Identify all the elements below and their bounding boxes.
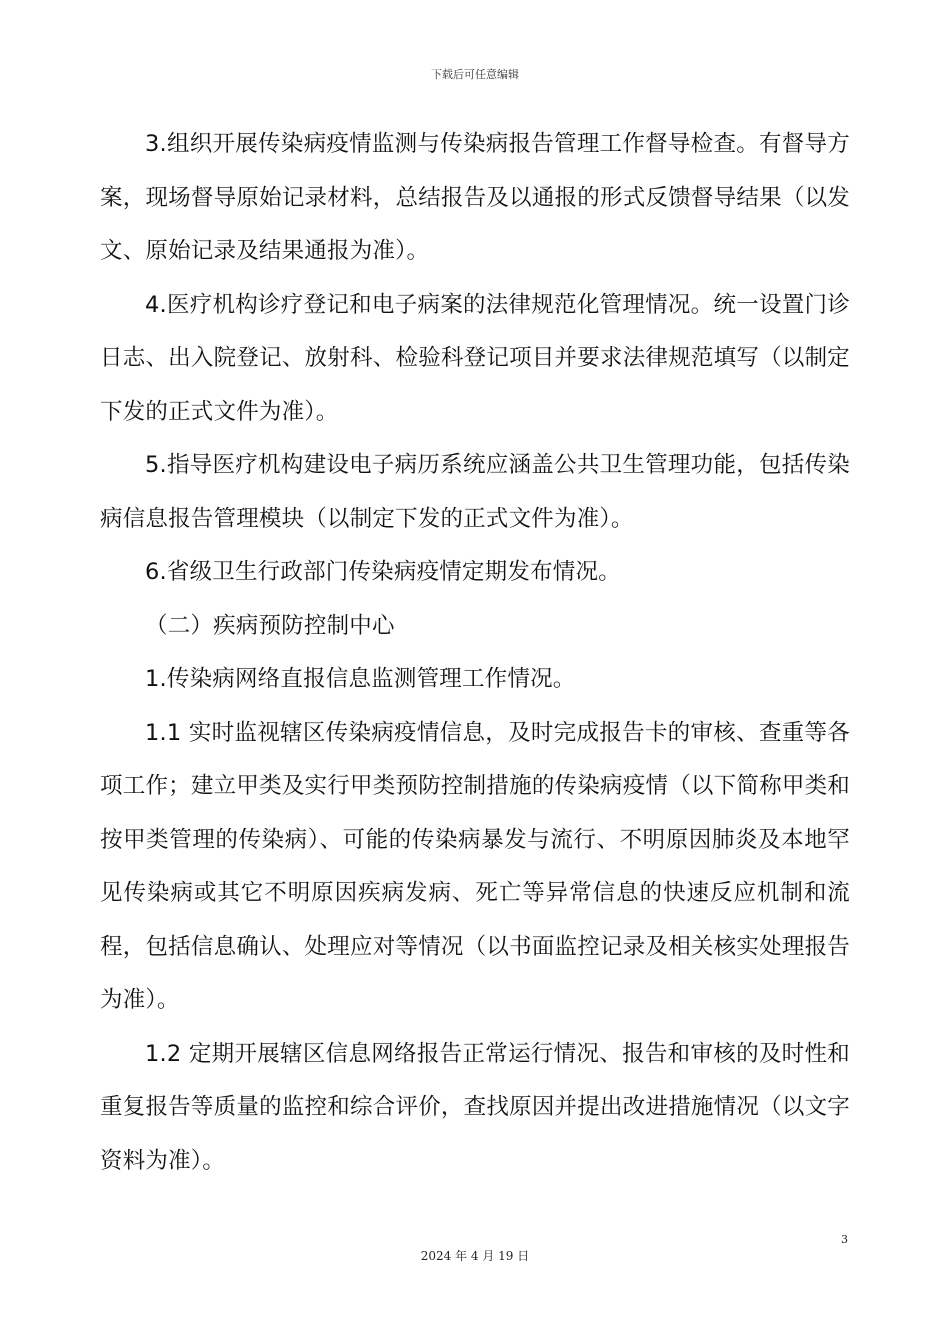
paragraph-4-medical-records: 4.医疗机构诊疗登记和电子病案的法律规范化管理情况。统一设置门诊日志、出入院登记、放射科、检验科登记项目并要求法律规范填写（以制定下发的正式文件为准）。 bbox=[100, 291, 850, 425]
document-body bbox=[100, 118, 850, 1188]
paragraph-1-1-monitoring: 1.1 实时监视辖区传染病疫情信息，及时完成报告卡的审核、查重等各项工作；建立甲类及实行甲类预防控制措施的传染病疫情（以下简称甲类和按甲类管理的传染病）、可能的传染病暴发与流行、不明原因肺炎及本地罕见传染病或其它不明原因疾病发病、死亡等异常信息的快速反应机制和流程，包括信息确认、处理应对等情况（以书面监控记录及相关核实处理报告为准）。 bbox=[100, 719, 850, 1013]
page-number: 3 bbox=[841, 1233, 848, 1246]
paragraph-5-emr-system: 5.指导医疗机构建设电子病历系统应涵盖公共卫生管理功能，包括传染病信息报告管理模块（以制定下发的正式文件为准）。 bbox=[100, 452, 850, 532]
section-heading-cdc: （二）疾病预防控制中心 bbox=[145, 612, 395, 639]
paragraph-6-publication: 6.省级卫生行政部门传染病疫情定期发布情况。 bbox=[145, 559, 621, 585]
paragraph-1-2-evaluation: 1.2 定期开展辖区信息网络报告正常运行情况、报告和审核的及时性和重复报告等质量的监控和综合评价，查找原因并提出改进措施情况（以文字资料为准）。 bbox=[100, 1040, 850, 1174]
page-header: 下载后可任意编辑 bbox=[431, 68, 519, 81]
paragraph-3-supervision: 3.组织开展传染病疫情监测与传染病报告管理工作督导检查。有督导方案，现场督导原始记录材料，总结报告及以通报的形式反馈督导结果（以发文、原始记录及结果通报为准）。 bbox=[100, 131, 850, 264]
paragraph-1-network-reporting: 1.传染病网络直报信息监测管理工作情况。 bbox=[145, 666, 576, 692]
footer-date: 2024 年 4 月 19 日 bbox=[420, 1249, 530, 1263]
